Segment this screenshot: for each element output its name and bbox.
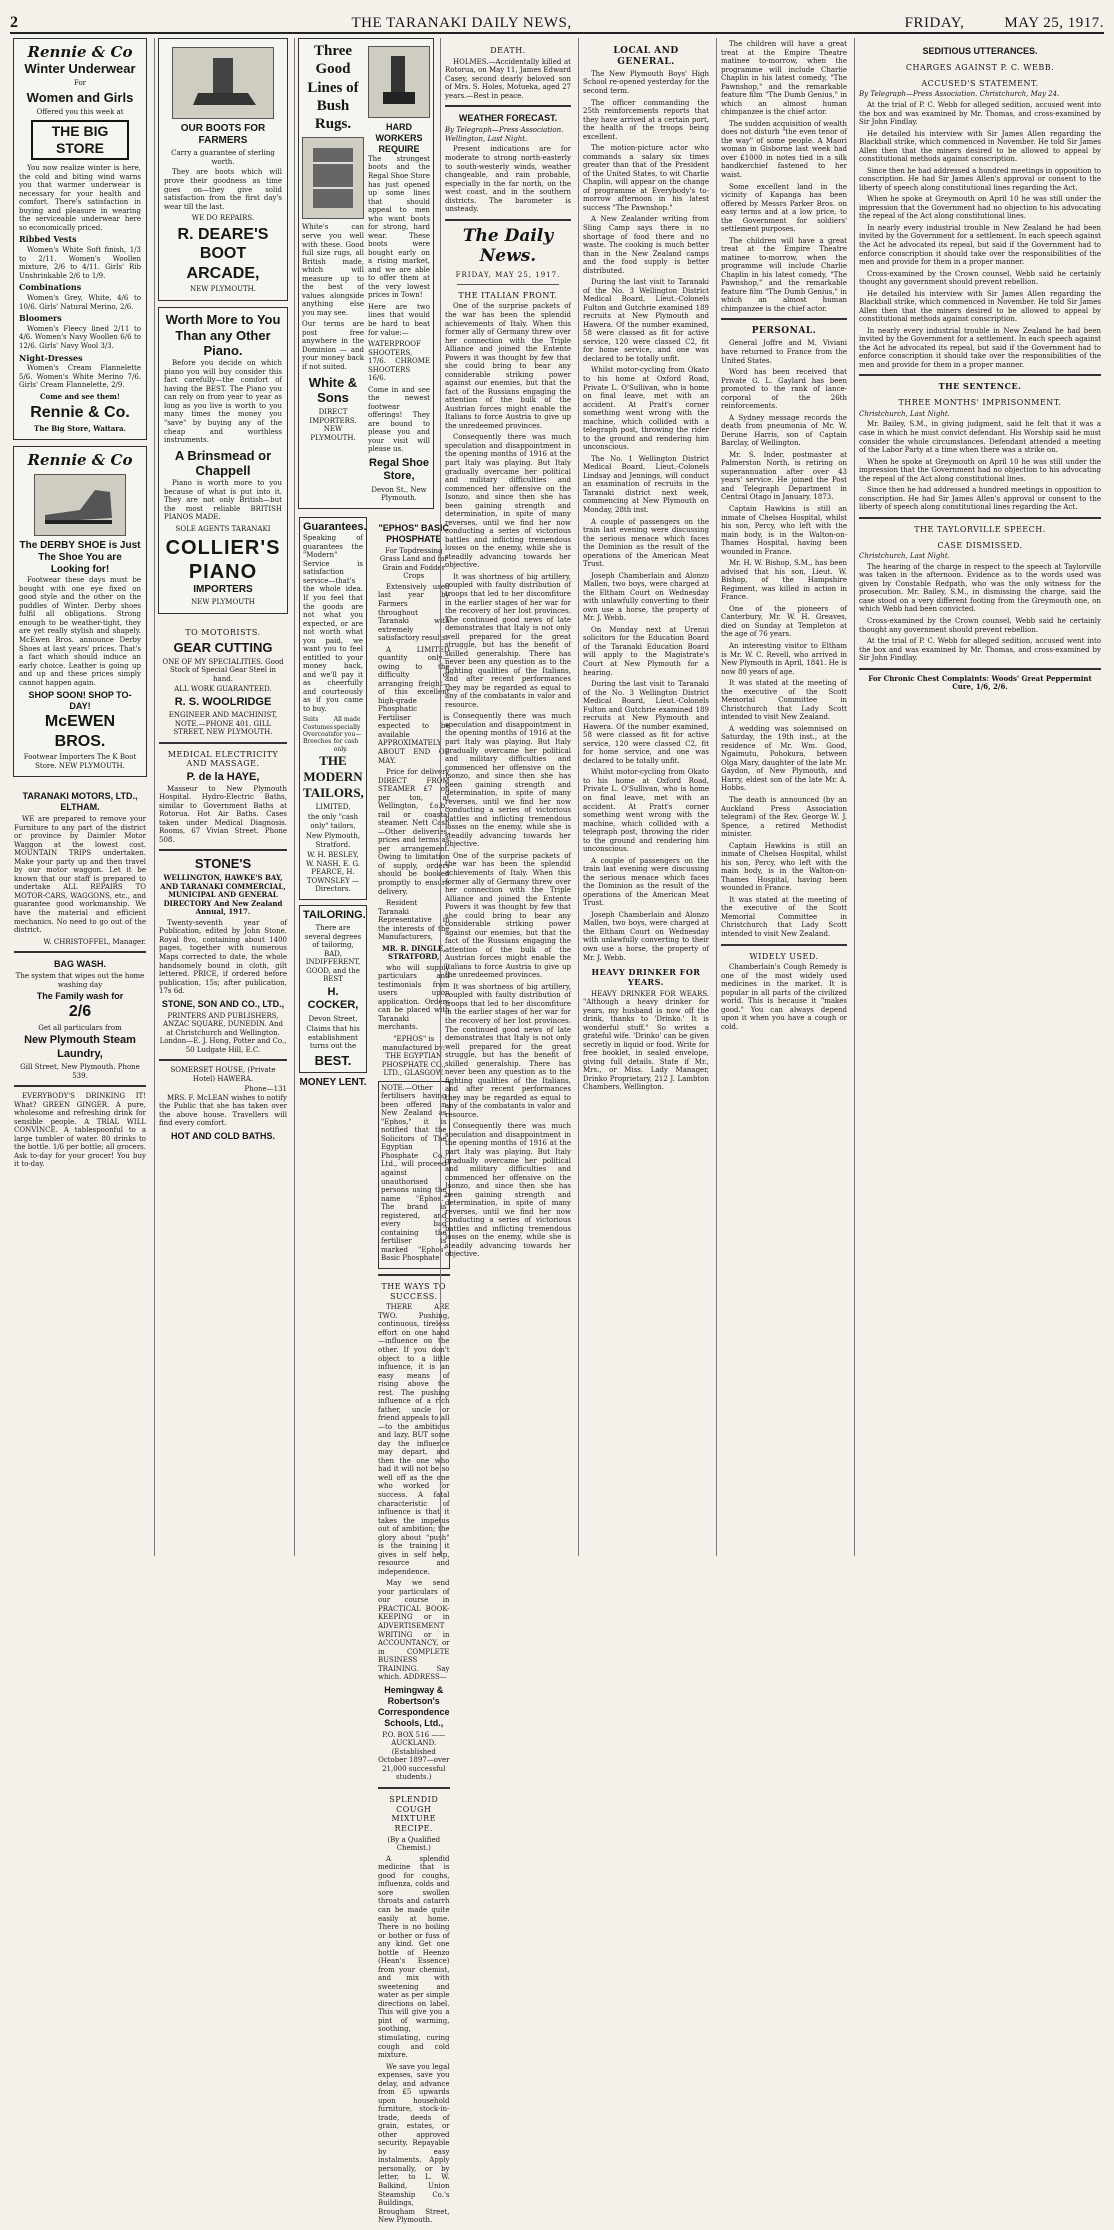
italian-text-6: It was shortness of big artillery, coupled with faulty distribution of troops that led to her discomfiture in the earlier stages of her war for the recovery of her lost provinces. The continued good news of late demonstrates that Italy is not only well prepared for the great struggle, but has the benefit of skilled generalship. There has never been any question as to the fighting qualities of the Italians, and after recent performances they may be regarded as equal to any of the combatants in valor and resource.: [445, 982, 571, 1119]
local-text-8: A couple of passengers on the train last evening were discussing the serious menace which faces the Dominion as the result of the operations of the American Meat Trust.: [583, 517, 709, 569]
whites-ad-text: White's can serve you well with these. Good full size rugs, all British made, which will measure up to the best of values alongside anything else you may see.: [302, 223, 364, 317]
white-sons-rugs-ad: [298, 38, 434, 509]
family-wash-label: The Family wash for: [36, 991, 124, 1002]
motors-signature: W. CHRISTOFFEL, Manager.: [43, 937, 146, 946]
cough-byline: (By a Qualified Chemist.): [387, 1835, 441, 1853]
particulars-label: Get all particulars from: [38, 1023, 122, 1032]
sole-agents-label: SOLE AGENTS TARANAKI: [175, 524, 271, 533]
mclean-notice: MRS. F. McLEAN wishes to notify the Public that she has taken over the above house. Travellers will find every comfort.: [159, 1093, 287, 1128]
local-text-4: A New Zealander writing from Sling Camp says there is no shortage of food there and no waste. The cooking is much better than in the New Zealand camps and the food supply is better distributed.: [583, 215, 709, 275]
personal-text-5: Captain Hawkins is still an inmate of Chelsea Hospital, whilst his son, Percy, who left with the main body, is in the Walton-on-Thames Hospital, having been wounded in France.: [721, 505, 847, 556]
gear-cutting-sub: ONE OF MY SPECIALITIES. Good Stock of Special Gear Steel in hand.: [162, 657, 284, 683]
big-store-box: THE BIG STORE: [31, 120, 129, 160]
children-text-2: The children will have a great treat at the Empire Theatre matinee to-morrow, when the programme will include Charlie Chaplin in his latest comedy, "The Pawnshop," and the remarkable feature film "The Dumb Genius," in which an almost human chimpanzee is the chief actor.: [721, 236, 847, 313]
limited-label: LIMITED,: [315, 802, 351, 811]
guarantees-title: Guarantees.: [303, 520, 367, 533]
colliers-address: NEW PLYMOUTH: [191, 598, 255, 607]
death-notice: HOLMES.—Accidentally killed at Rotorua, on May 11, James Edward Casey, second dearly beloved son of Mrs. S. Holes, Motueka, aged 27 years.—Rest in peace.: [445, 57, 571, 100]
page-number: 2: [10, 14, 19, 31]
widely-used-heading: WIDELY USED.: [749, 951, 819, 961]
sedition-text-5: In nearly every industrial trouble in New Zealand he had been invited by the Government for a settlement. In each speech against the Act he advocated its repeal, but said if the Government had to enforce conscription it should take over the responsibilities of the men and provide for them in a proper manner.: [859, 223, 1101, 267]
local-text-9b: Joseph Chamberlain and Alonzo Mallen, two boys, were charged at the Eltham Court on Wednesday with unlawfully converting to their own use a horse, the property of Mr. J. Webb.: [583, 910, 709, 962]
worth-text: Before you decide on which piano you will buy consider this fact carefully—the comfort of having the BEST. The Piano you can rely on from year to year as long as you live is worth to you many times the money you "save" by buying any of the cheap and worthless instruments.: [164, 359, 282, 445]
page-columns: [10, 38, 1104, 2225]
sedition-text-4: When he spoke at Greymouth on April 10 he was still under the impression that the Government had no objection to his advocating the repeal of the Act along constitutional lines.: [859, 195, 1101, 221]
personal-text-2: Word has been received that Private G. L. Gaylard has been promoted to the rank of lance-corporal of the 26th reinforcements.: [721, 368, 847, 411]
rennie-logo: Rennie & Co: [27, 43, 133, 61]
ephos-p4: who will supply particulars and testimonials from users upon application. Orders can be placed with Taranaki merchants.: [378, 963, 450, 1032]
local-text-9: Joseph Chamberlain and Alonzo Mallen, two boys, were charged at the Eltham Court on Wednesday with unlawfully converting to their own use a horse, the property of Mr. J. Webb.: [583, 571, 709, 623]
bag-wash-price: 2/6: [68, 1003, 92, 1021]
ephos-note: NOTE.—Other fertilisers having been offered in New Zealand as "Ephos," it is notified that the Solicitors of The Egyptian Phosphate Co., Ltd., will proceed against unauthorised persons using the name "Ephos." The brand is registered, and every bag containing the fertiliser is marked "Ephos" Basic Phosphate.: [381, 1083, 447, 1263]
modern-address: New Plymouth, Stratford.: [305, 832, 361, 849]
offered-label: Offered you this week at: [36, 107, 124, 116]
ephos-p1: A LIMITED quantity only—owing to the difficulty of arranging freight—of this excellent high-grade Phosphatic Fertiliser is expected to be available APPROXIMATELY ABOUT END OF MAY.: [378, 645, 450, 765]
column-5: [578, 38, 713, 1556]
somerset-phone: Phone—131: [244, 1085, 287, 1094]
claims-text: Claims that his establishment turns out the: [306, 1025, 360, 1051]
gear-cutting-title: GEAR CUTTING: [173, 639, 273, 655]
ephos-p3: Resident Taranaki Representative in the interests of the Manufacturers,: [378, 899, 450, 942]
all-made-text: All made specially for you—for cash only.: [333, 716, 362, 753]
local-text-5: During the last visit to Taranaki of the No. 3 Wellington District Medical Board, Lieut.-Colonels Fulton and Gutchrie examined 189 recruits at New Plymouth and Hawera. Of the number examined, 58 were classed as fit for active service, 120 were classed C2, fit for home service, and one was declared to be totally unfit.: [583, 278, 709, 363]
guarantees-text: Speaking of guarantees the "Modern" Service is satisfaction service—that's the whole idea. If you feel that the goods are not what you expected, or are not worth what you paid, we want you to feel entitled to your money back, and we'll pay it as cheerfully and courteously as if you came to buy.: [303, 534, 363, 713]
italian-text-4: Consequently there was much speculation and disappointment in the opening months of 1916 at the part Italy was playing. But Italy gradually overcame her political and military difficulties and commenced her offensive on the Isonzo, and since then she has been gaining strength and determination, in spite of many reverses, until we find her now conducting a series of victorious battles and inflicting tremendous losses on the enemy, while she is steadily advancing towards her objective.: [445, 712, 571, 849]
italian-text-2: Consequently there was much speculation and disappointment in the opening months of 1916 at the part Italy was playing. But Italy gradually overcame her political and military difficulties and commenced her offensive on the Isonzo, and since then she has been gaining strength and determination, in spite of many reverses, until we find her now conducting a series of victorious battles and inflicting tremendous losses on the enemy, while she is steadily advancing towards her objective.: [445, 433, 571, 570]
taranaki-motors-text: WE are prepared to remove your Furniture to any part of the district or province by Daimler Motor Waggon at the lowest cost. MOUNTAIN TRIPS undertaken. Make your party up and then travel by our motor waggon. Let it be known that our staff is prepared to undertake ALL REPAIRS TO MOTOR-CARS, WAGGONS, etc., and guarantee good workmanship. We have the material and efficient mechanics. No need to go out of the district.: [14, 815, 146, 935]
nightdresses-heading: Night-Dresses: [19, 352, 83, 363]
italian-front-heading: THE ITALIAN FRONT.: [458, 290, 558, 300]
italian-text-3: It was shortness of big artillery, coupled with faulty distribution of troops that led to her discomfiture in the earlier stages of her war for the recovery of her lost provinces. The continued good news of late demonstrates that Italy is not only well prepared for the great struggle, but has the benefit of skilled generalship. There has never been any question as to the fighting qualities of the Italians, and after recent performances they may be regarded as equal to any of the combatants in valor and resource.: [445, 572, 571, 709]
local-text-6b: Whilst motor-cycling from Okato to his home at Oxford Road, Private L. O'Sullivan, who is home on final leave, met with an accident. At Pratt's corner something went wrong with the machine, which collided with a telegraph post, throwing the rider to the ground and rendering him unconscious.: [583, 768, 709, 854]
mcewen-name: McEWEN BROS.: [44, 713, 116, 750]
come-in-text: Come in and see the newest footwear offerings! They are bound to please you and your visit will please us.: [368, 385, 430, 454]
daily-news-title: The Daily News.: [462, 225, 554, 267]
guarantees-ad: [299, 517, 367, 900]
local-text-1: The New Plymouth Boys' High School re-opened yesterday for the second term.: [583, 69, 709, 95]
boots-title: OUR BOOTS FOR FARMERS: [180, 123, 266, 147]
taylorville-text-3: At the trial of P. C. Webb for alleged sedition, accused went into the box and was examined by Mr. Thomas, and cross-examined by Sir John Findlay.: [859, 637, 1101, 663]
guaranteed-label: ALL WORK GUARANTEED.: [174, 685, 272, 694]
personal-text-9: It was stated at the meeting of the executive of the Scott Memorial Committee in Christchurch that Lady Scott intended to visit New Zealand.: [721, 679, 847, 722]
ways-text-2: May we send your particulars of our course in PRACTICAL BOOK-KEEPING or in ADVERTISEMENT WRITING or in ACCOUNTANCY, or in COMPLETE BUSINESS TRAINING. Say which. ADDRESS—: [378, 1579, 450, 1682]
derby-title: The DERBY SHOE is Just The Shoe You are Looking for!: [19, 539, 141, 576]
sedition-text-3: Since then he had addressed a hundred meetings in opposition to conscription. He had Sir James Allen's approval or consent to the liberty of speech along constitutional lines regarding the Act.: [859, 166, 1101, 192]
boots-sub: Carry a guarantee of sterling worth.: [171, 149, 275, 166]
laundry-address: Gill Street, New Plymouth. Phone 539.: [20, 1063, 140, 1080]
nightdresses-text: Women's Cream Flannelette 5/6. Women's White Merino 7/6. Girls' Cream Flannelette, 2/9.: [19, 364, 141, 390]
italian-text-5: One of the surprise packets of the war has been the splendid achievements of Italy. When this former ally of Germany threw over her connection with the Triple Alliance and joined the Entente Powers it was thought by few that she could bring to bear any considerable striking power against our enemies, but that the fact of the Russians engaging the attention of the bulk of the Austrian forces might enable the Italians to force Austria to give up the unredeemed provinces.: [445, 851, 571, 980]
column-3: [294, 38, 450, 2225]
boots-text: They are boots which will prove their goodness as time goes on—they give solid satisfaction from the first day's wear till the last.: [164, 168, 282, 211]
personal-text-1: General Joffre and M. Viviani have returned to France from the United States.: [721, 339, 847, 365]
ribbed-vests-heading: Ribbed Vests: [19, 234, 77, 245]
motorists-heading: TO MOTORISTS.: [185, 628, 261, 637]
derby-text: Footwear these days must be bought with one eye fixed on good style and the other on the puddles of Winter. Derby shoes fulfil all obligations. Strong enough to be weather-tight, they are yet really stylish and shapely. McEwen Bros. announce Derby Shoes at last years' prices. That's a fact which should induce an early choice. Leather is going up and up and these prices simply cannot happen again.: [19, 576, 141, 687]
sedition-byline: By Telegraph—Press Association. Christchurch, May 24.: [859, 90, 1060, 99]
sedition-text-1: At the trial of P. C. Webb for alleged sedition, accused went into the box and was examined by Mr. Thomas, and cross-examined by Sir John Findlay.: [859, 101, 1101, 127]
taylorville-text-2: Cross-examined by the Crown counsel, Webb said he certainly thought any government should prevent rebellion.: [859, 616, 1101, 634]
money-lent-title: MONEY LENT.: [299, 1076, 367, 1088]
personal-text-6: Mr. H. W. Bishop, S.M., has been advised that his son, Lieut. W. Bishop, of the Hampshire Regiment, was killed in action in France.: [721, 559, 847, 602]
taranaki-motors-title: TARANAKI MOTORS, LTD., ELTHAM.: [22, 791, 138, 813]
masthead-date: MAY 25, 1917.: [1004, 15, 1104, 31]
boot-illustration-icon: [172, 47, 274, 119]
personal-text-4: Mr. S. Inder, postmaster at Palmerston North, is retiring on superannuation after over 43 years' service. He joined the Post and Telegraph Department in Central Otago in January, 1873.: [721, 450, 847, 502]
taylorville-heading: THE TAYLORVILLE SPEECH.: [914, 524, 1046, 534]
regal-address: Devon St., New Plymouth.: [371, 485, 427, 503]
worth-title: Worth More to You Than any Other Piano.: [165, 311, 281, 359]
three-lines-title: Three Good Lines of Bush Rugs.: [307, 43, 359, 133]
personal-text-3: A Sydney message records the death from pneumonia of Mr. W. Derune Harris, son of Captain Barclay, of Wellington.: [721, 413, 847, 448]
cocker-name: H. COCKER,: [307, 985, 359, 1012]
rennie-underwear-ad: [13, 38, 147, 440]
ephos-p2: Price for delivery DIRECT FROM STEAMER £7 on per ton, at Wellington, f.o.b., rail or coastal steamer. Nett Cash—Other deliveries, prices and terms as per arrangement. Owing to limitation of supply, orders should be booked promptly to ensure delivery.: [378, 768, 450, 896]
sedition-text-6: Cross-examined by the Crown counsel, Webb said he certainly thought any government should prevent rebellion.: [859, 269, 1101, 287]
charges-heading: CHARGES AGAINST P. C. WEBB.: [905, 62, 1055, 72]
rennie-address: The Big Store, Waitara.: [34, 423, 126, 433]
hemingway-name: Hemingway & Robertson's Correspondence Schools, Ltd.,: [378, 1684, 450, 1728]
personal-heading: PERSONAL.: [751, 326, 817, 337]
white-sons-name: White & Sons: [308, 374, 358, 406]
somerset-title: SOMERSET HOUSE, (Private Hotel) HAWERA.: [170, 1066, 276, 1083]
women-girls-title: Women and Girls: [26, 89, 134, 105]
brinsmead-text: Piano is worth more to you because of what is put into it. They are not only British—but the most reliable BRITISH PIANOS MADE.: [164, 479, 282, 522]
local-text-2: The officer commanding the 25th reinforcements reports that they have arrived at a certain port, the health of the troops being excellent.: [583, 98, 709, 141]
deare-boot-ad: [158, 38, 288, 301]
woolridge-name: R. S. WOOLRIDGE: [174, 695, 272, 708]
sedition-text-2b: He detailed his interview with Sir James Allen regarding the Blackball strike, which commenced in November. He told Sir James Allen then that the miners desired to be allowed to appeal by constitutional methods against conscription.: [859, 289, 1101, 324]
local-general-heading: LOCAL AND GENERAL.: [613, 46, 679, 67]
brinsmead-title: A Brinsmead or Chappell: [174, 447, 272, 479]
rennie-logo-2: Rennie & Co: [27, 451, 133, 470]
stone-son-address: PRINTERS AND PUBLISHERS, ANZAC SQUARE, DUNEDIN. And at Christchurch and Wellington. London—E. J. Hong, Potter and Co., 50 Ludgate Hill, E.C.: [159, 1011, 287, 1054]
drinko-ad: HEAVY DRINKER FOR WEARS. "Although a heavy drinker for years, my husband is now off the drink, thanks to 'Drinko.' It is wonderful stuff." So writes a grateful wife. 'Drinko' can be given secretly in liquid or food. Write for free booklet, in sealed envelope, giving full details. State if Mr., Mrs., or Miss. Lady Manager, Drinko Proprietary, 212 J. Lambton Chambers, Wellington.: [583, 989, 709, 1092]
ways-text: THERE ARE TWO. Pushing, continuous, tireless effort on one hand—influence on the other. If you don't object to a little influence, it is an easy means of rising above the rest. The pushing influence of a rich father, uncle or friend appeals to all—to the ambitious and lazy. BUT some day the influence may depart, and then the one who had it will not be so well off as the one who worked for success. A fatal characteristic of influence is that it takes the impetus out of ambition; the glory about "push" is the training it gives in self help, resource and independence.: [378, 1303, 450, 1576]
sedition-text-2: He detailed his interview with Sir James Allen regarding the Blackball strike, which commenced in November. He told Sir James Allen then that the miners desired to be allowed to appeal by constitutional methods against conscription.: [859, 129, 1101, 164]
case-dismissed-heading: CASE DISMISSED.: [937, 540, 1023, 550]
haye-name: P. de la HAYE,: [186, 771, 260, 784]
widely-used-text: Chamberlain's Cough Remedy is one of the most widely used medicines in the market. It is popular in all parts of the civilized world. This is because it "makes good." You can always depend upon it when you have a cough or cold.: [721, 963, 847, 1031]
tailoring-title: TAILORING.: [303, 908, 366, 921]
local-text-10: On Monday next at Urenui solicitors for the Education Board of the Taranaki Education Board will apply to the Magistrate's Court at New Plymouth for a hearing.: [583, 625, 709, 677]
bag-wash-text: The system that wipes out the home washing day: [15, 972, 145, 989]
stones-text: WELLINGTON, HAWKE'S BAY, AND TARANAKI COMMERCIAL, MUNICIPAL AND GENERAL DIRECTORY And New Zealand Annual, 1917.: [160, 873, 286, 917]
kapanga-text: Some excellent land in the vicinity of Kapanga has been offered by Messrs Parker Bros. on easy terms and at a low price, to the Government for soldiers' settlement purposes.: [721, 182, 847, 234]
accused-heading: ACCUSED'S STATEMENT.: [921, 78, 1039, 88]
haye-text: Masseur to New Plymouth Hospital. Hydro-Electric Baths, similar to Government Baths at Rotorua. Hot Air Baths. Cases taken under Medical Diagnosis. Rooms, 67 Vivian Street. Phone 508.: [159, 784, 287, 844]
cocker-address: Devon Street,: [308, 1014, 358, 1023]
winter-underwear-title: Winter Underwear: [24, 61, 136, 77]
ephos-sub: For Topdressing Grass Land and for Grain and Fodder Crops: [379, 546, 448, 581]
sentence-byline: Christchurch, Last Night.: [859, 409, 950, 418]
repairs-label: WE DO REPAIRS.: [191, 214, 255, 223]
ephos-manufacturer: "EPHOS" is manufactured by: THE EGYPTIAN PHOSPHATE CO., LTD., GLASGOW.: [381, 1035, 446, 1078]
whites-terms: Our terms are post free anywhere in the Dominion — and your money back if not suited.: [302, 320, 364, 371]
editorial-date: FRIDAY, MAY 25, 1917.: [455, 271, 561, 280]
sedition-heading: SEDITIOUS UTTERANCES.: [922, 46, 1038, 56]
deare-address: NEW PLYMOUTH.: [190, 285, 256, 294]
bloomers-text: Women's Fleecy lined 2/11 to 4/6. Women's Navy Woollen 6/6 to 12/6. Girls' Navy Wool 3/3.: [19, 324, 141, 350]
weather-byline: By Telegraph—Press Association. Wellington, Last Night.: [445, 126, 564, 143]
hot-baths-label: HOT AND COLD BATHS.: [171, 1131, 275, 1141]
shoe-illustration-icon: [34, 474, 126, 536]
column-1: [10, 38, 150, 1556]
importers-label: IMPORTERS: [193, 584, 253, 596]
colliers-name: COLLIER'S PIANO: [165, 536, 281, 583]
italian-text-1: One of the surprise packets of the war has been the splendid achievements of Italy. When this former ally of Germany threw over her connection with the Triple Alliance and joined the Entente Powers it was thought by few that she could bring to bear any considerable striking power against our enemies, but that the fact of the Russians engaging the attention of the bulk of the Austrian forces might enable the Italians to force Austria to give up the unredeemed provinces.: [445, 302, 571, 430]
bloomers-heading: Bloomers: [19, 313, 62, 324]
death-heading: DEATH.: [490, 46, 526, 55]
local-text-3: The motion-picture actor who commands a salary six times greater than that of the President of the United States, to wit Charlie Chaplin, will appear on the change of programme at Everybody's to-morrow afternoon in his latest success "The Pawnshop.": [583, 144, 709, 212]
dingle-name: MR. R. DINGLE, STRATFORD,: [381, 943, 446, 962]
local-text-4b: During the last visit to Taranaki of the No. 3 Wellington District Medical Board, Lieut.-Colonels Fulton and Gutchrie examined 189 recruits at New Plymouth and Hawera. Of the number examined, 58 were classed as fit for active service, 120 were classed C2, fit for home service, and one was declared to be totally unfit.: [583, 680, 709, 765]
local-text-6: Whilst motor-cycling from Okato to his home at Oxford Road, Private L. O'Sullivan, who is home on final leave, met with an accident. At Pratt's corner something went wrong with the machine, which collided with a telegraph post, throwing the rider to the ground and rendering him unconscious.: [583, 366, 709, 452]
three-months-heading: THREE MONTHS' IMPRISONMENT.: [898, 398, 1062, 408]
shop-soon-label: SHOP SOON! SHOP TO-DAY!: [28, 690, 132, 712]
column-4: [440, 38, 575, 1556]
sentence-text: Mr. Bailey, S.M., in giving judgment, said he felt that it was a case in which he must convict defendant. His Worship said he must consider the whole circumstances. Defendant attended a meeting of the Labor Party at a time when there was a strike on.: [859, 420, 1101, 455]
cough-text: A splendid medicine that is good for coughs, influenza, colds and sore swollen throats and catarrh can be made quite easily at home. There is no boiling or bother or fuss of any kind. Get one bottle of Heenzo (Hean's Essence) from your chemist, and mix with sweetening and water as per simple directions on label. This will give you a pint of warming, soothing, stimulating, curing cough and cold mixture.: [378, 1854, 450, 2060]
personal-text-5b: Captain Hawkins is still an inmate of Chelsea Hospital, whilst his son, Percy, who left with the main body, is in the Walton-on-Thames Hospital, having been wounded in France.: [721, 841, 847, 893]
personal-text-7: One of the pioneers of Canterbury, Mr. W. H. Greaves, died on Sunday at Templeton at the age of 76 years.: [721, 604, 847, 639]
hard-workers-title: HARD WORKERS REQUIRE: [375, 122, 423, 154]
suits-list: Suits Costumes Overcoats Breeches: [303, 716, 334, 746]
cash-only-label: the only "cash only" tailors,: [307, 813, 359, 830]
cocker-tailoring-ad: [299, 905, 367, 1073]
underwear-intro: You now realize winter is here, the cold and biting wind warns you that warmer underwear is necessary for your health and comfort. There's satisfaction in buying and pleasure in wearing the serviceable underwear here so economically priced.: [19, 164, 141, 232]
weather-text: Present indications are for moderate to strong north-easterly to south-westerly winds, weather changeable, and rain probable, especially in the far north, on the west coast, and in the southern districts. The barometer is unsteady.: [445, 145, 571, 214]
modern-tailors-name: THE MODERN TAILORS,: [303, 752, 364, 800]
column-7: [854, 38, 1105, 1556]
taylorville-text: The hearing of the charge in respect to the speech at Taylorville was taken in the afternoon. Evidence as to the words used was given by Constable Redpath, who was the only witness for the prosecution. Mr. Bailey, S.M., in dismissing the charge, said the case stood on a very different footing from the Greymouth one, on which Webb had been convicted.: [859, 562, 1101, 614]
cough-title: SPLENDID COUGH MIXTURE RECIPE.: [389, 1794, 439, 1833]
rennie-big-name: Rennie & Co.: [30, 404, 130, 422]
stone-son-name: STONE, SON AND CO., LTD.,: [161, 998, 285, 1009]
ways-title: THE WAYS TO SUCCESS.: [381, 1281, 447, 1301]
hard-workers-text: The strongest boots and the Regal Shoe Store has just opened up some lines that should appeal to men who want boots for strong, hard wear. These boots were bought early on a rising market, and we are able to offer them at the very lowest prices in Town!: [368, 154, 430, 300]
colliers-piano-ad: [158, 307, 288, 614]
maori-text: The sudden acquisition of wealth does not disturb "the even tenor of the way" of some people. A Maori woman in Gisborne last week had over £1000 in notes tied in a silk handkerchief fastened to her waist.: [721, 119, 847, 179]
masthead-day: FRIDAY,: [904, 15, 965, 31]
masthead: [10, 6, 1104, 34]
heavy-drinker-heading: HEAVY DRINKER FOR YEARS.: [591, 967, 701, 987]
combinations-text: Women's Grey, White, 4/6 to 10/6. Girls' Natural Merino, 2/6.: [19, 294, 141, 311]
ephos-title: "EPHOS" BASIC PHOSPHATE: [378, 522, 450, 544]
two-lines-text: Here are two lines that would be hard to beat for value:—: [368, 302, 430, 337]
woolridge-address: ENGINEER AND MACHINIST, NOTE.—PHONE 401. GILL STREET, NEW PLYMOUTH.: [168, 711, 278, 737]
weather-heading: WEATHER FORECAST.: [458, 113, 558, 124]
medical-heading: MEDICAL ELECTRICITY AND MASSAGE.: [167, 749, 279, 769]
death-announce-text: The death is announced (by an Auckland Press Association telegram) of the Rev. George W. J. Spence, a retired Methodist minister.: [721, 796, 847, 839]
laundry-name: New Plymouth Steam Laundry,: [24, 1034, 136, 1060]
chronic-chest-ad: For Chronic Chest Complaints: Woods' Great Peppermint Cure, 1/6, 2/6.: [868, 673, 1092, 692]
regal-name: Regal Shoe Store,: [369, 456, 429, 483]
column-2: [154, 38, 291, 1556]
deare-name: R. DEARE'S BOOT ARCADE,: [177, 225, 269, 282]
hemingway-address: P.O. BOX 516 —— AUCKLAND. (Established October 1897—over 21,000 successful students.): [378, 1730, 450, 1782]
newspaper-title: THE TARANAKI DAILY NEWS,: [351, 15, 572, 31]
directors-list: W. H. BESLEY, W. NASH, E. G. PEARCE, H. TOWNSLEY — Directors.: [305, 851, 361, 894]
sentence-heading: THE SENTENCE.: [938, 381, 1022, 392]
come-see-label: Come and see them!: [39, 391, 121, 401]
local-text-7: The No. 1 Wellington District Medical Board, Lieut.-Colonels Lindsay and Jennings, will conduct an examination of recruits in the Taranaki district next week, commencing at New Plymouth on Monday, 28th inst.: [583, 454, 709, 514]
waterproof-text: WATERPROOF SHOOTERS, 17/6. CHROME SHOOTERS 16/6.: [368, 340, 430, 383]
best-label: BEST.: [314, 1052, 352, 1068]
ephos-text: Extensively used last year by Farmers throughout Taranaki with extremely satisfactory results.: [378, 582, 450, 643]
green-ginger-ad: EVERYBODY'S DRINKING IT! What? GREEN GINGER. A pure, wholesome and refreshing drink for sensible people. A TRIAL WILL CONVINCE. A tablespoonful to a large tumbler of water. 80 drinks to the bottle. 1/6 per bottle; all grocers. Ask to-day for your grocer! You buy it to-day.: [14, 1092, 146, 1169]
italian-text-7: Consequently there was much speculation and disappointment in the opening months of 1916 at the part Italy was playing. But Italy gradually overcame her political and military difficulties and commenced her offensive on the Isonzo, and since then she has been gaining strength and determination, in spite of many reverses, until we find her now conducting a series of victorious battles and inflicting tremendous losses on the enemy, while she is steadily advancing towards her objective.: [445, 1122, 571, 1259]
white-sons-address: DIRECT IMPORTERS. NEW PLYMOUTH.: [309, 408, 357, 442]
taylorville-byline: Christchurch, Last Night.: [859, 552, 950, 561]
personal-text-8: An interesting visitor to Eltham is Mr. W. C. Revell, who arrived in New Plymouth in April, 1841. He is now 80 years of age.: [721, 641, 847, 676]
money-lent-text: We save you legal expenses, save you delay, and advance from £5 upwards upon household furniture, stock-in-trade, deeds of grain, estates, or other approved security. Repayable by easy instalments. Apply personally, or by letter, to L. W. Balkind, Union Steamship Co.'s Buildings, Brougham Street, New Plymouth.: [378, 2062, 450, 2225]
bag-wash-title: BAG WASH.: [53, 959, 106, 970]
derby-shoe-ad: [13, 446, 147, 777]
boot-drawing-icon: [368, 46, 430, 118]
ribbed-vests-text: Women's White Soft finish, 1/3 to 2/11. Women's Woollen mixture, 2/6 to 4/11. Girls' Rib Unshrinkable 2/6 to 1/9.: [19, 246, 141, 280]
stones-more: Twenty-seventh year of Publication, edited by John Stone. Royal 8vo, containing about 1400 pages, together with numerous Maps corrected to date, the whole handsomely bound in cloth, gilt lettered. PRICE, if ordered before publication, 15s; after publication, 17s 6d.: [159, 918, 287, 996]
for-label: For: [73, 79, 87, 88]
sentence-text-2: When he spoke at Greymouth on April 10 he was still under the impression that the Government had no objection to his advocating the repeal of the Act along constitutional lines.: [859, 457, 1101, 483]
personal-text-9b: It was stated at the meeting of the executive of the Scott Memorial Committee in Christchurch that Lady Scott intended to visit New Zealand.: [721, 895, 847, 938]
degrees-text: There are several degrees of tailoring, BAD, INDIFFERENT, GOOD, and the BEST: [304, 924, 362, 984]
sentence-text-3: Since then he had addressed a hundred meetings in opposition to conscription. He had Sir James Allen's approval or consent to the liberty of speech along constitutional lines regarding the Act.: [859, 486, 1101, 512]
column-6: [716, 38, 851, 1556]
stones-title: STONE'S: [194, 856, 252, 872]
mcewen-address: Footwear Importers The K Boot Store. NEW PLYMOUTH.: [23, 753, 137, 770]
combinations-heading: Combinations: [19, 282, 82, 293]
children-text: The children will have a great treat at the Empire Theatre matinee to-morrow, when the programme will include Charlie Chaplin in his latest comedy, "The Pawnshop," and the remarkable feature film "The Dumb Genius," in which an almost human chimpanzee is the chief actor.: [721, 40, 847, 117]
rug-illustration-icon: [302, 137, 364, 219]
sedition-text-5b: In nearly every industrial trouble in New Zealand he had been invited by the Government for a settlement. In each speech against the Act he advocated its repeal, but said if the Government had to enforce conscription it should take over the responsibilities of the men and provide for them in a proper manner.: [859, 326, 1101, 369]
local-text-8b: A couple of passengers on the train last evening were discussing the serious menace which faces the Dominion as the result of the operations of the American Meat Trust.: [583, 856, 709, 908]
wedding-text: A wedding was solemnised on Saturday, the 19th inst., at the residence of Mr. Wm. Good, Ngaimutu, Pohokura, between Olga Mary, daughter of the late Mr. Gaydon, of New Plymouth, and Harry, eldest son of the late Mr. A. Hobbs.: [721, 724, 847, 793]
